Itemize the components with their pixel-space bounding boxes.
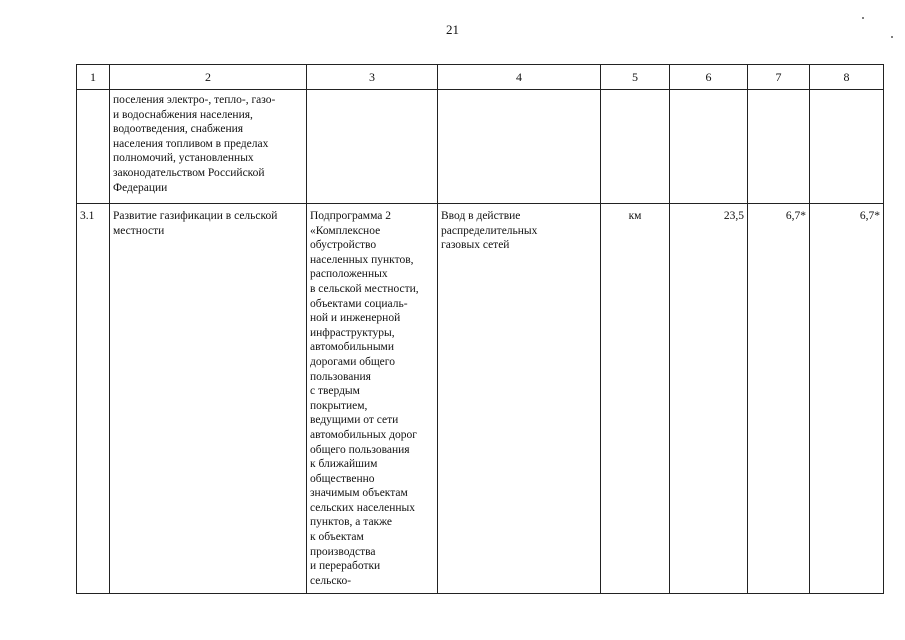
header-cell-3: 3	[307, 65, 438, 90]
header-cell-4: 4	[438, 65, 601, 90]
table-row-3-1	[77, 204, 884, 594]
row-program-line: пунктов, а также	[310, 516, 393, 529]
continuation-cell-7	[748, 90, 810, 204]
row-program-line: общественно	[310, 472, 375, 485]
continuation-goal-line: населения топливом в пределах	[113, 137, 269, 150]
continuation-cell-8	[810, 90, 884, 204]
continuation-cell-4	[438, 90, 601, 204]
row-program-line: в сельской местности,	[310, 282, 419, 295]
row-program-line: ной и инженерной	[310, 312, 401, 325]
header-cell-1: 1	[77, 65, 110, 90]
row-indicator-line: газовых сетей	[441, 239, 510, 252]
row-program-line: пользования	[310, 370, 371, 383]
table-row-continuation	[77, 90, 884, 204]
continuation-goal-line: полномочий, установленных	[113, 152, 254, 165]
row-program-line: к объектам	[310, 531, 364, 544]
continuation-goal-line: Федерации	[113, 181, 168, 194]
row-program-cell	[307, 204, 438, 594]
continuation-goal-cell	[110, 90, 307, 204]
row-col8-value: 6,7*	[810, 204, 884, 594]
continuation-cell-6	[670, 90, 748, 204]
continuation-goal-line: законодательством Российской	[113, 166, 265, 179]
scan-speck	[862, 17, 864, 19]
row-program-line: «Комплексное	[310, 224, 381, 237]
row-indicator-cell	[438, 204, 601, 594]
scan-speck	[891, 36, 893, 38]
row-indicator-line: Ввод в действие	[441, 210, 521, 222]
row-program-line: расположенных	[310, 268, 388, 281]
continuation-goal-line: поселения электро-, тепло-, газо-	[113, 94, 276, 106]
header-cell-8: 8	[810, 65, 884, 90]
header-cell-6: 6	[670, 65, 748, 90]
header-cell-5: 5	[601, 65, 670, 90]
header-cell-7: 7	[748, 65, 810, 90]
table-header-row	[77, 65, 884, 90]
row-program-line: населенных пунктов,	[310, 253, 414, 266]
row-program-line: и переработки	[310, 560, 381, 573]
continuation-goal-line: и водоснабжения населения,	[113, 108, 253, 121]
row-program-line: обустройство	[310, 239, 377, 252]
header-cell-2: 2	[110, 65, 307, 90]
row-program-line: значимым объектам	[310, 487, 408, 500]
row-program-line: ведущими от сети	[310, 414, 399, 427]
row-program-line: покрытием,	[310, 399, 368, 412]
row-indicator-line: распределительных	[441, 224, 538, 237]
row-program-line: инфраструктуры,	[310, 326, 395, 339]
row-number-cell: 3.1	[77, 204, 110, 594]
row-program-line: сельских населенных	[310, 501, 416, 514]
row-program-line: общего пользования	[310, 443, 410, 456]
row-program-line: с твердым	[310, 385, 360, 398]
row-program-line: объектами социаль-	[310, 297, 408, 310]
row-program-line: производства	[310, 545, 376, 558]
row-program-line: автомобильными	[310, 341, 394, 354]
page-number: 21	[446, 22, 459, 37]
continuation-num-cell	[77, 90, 110, 204]
row-name-cell	[110, 204, 307, 594]
row-name-line: местности	[113, 224, 165, 237]
row-col7-value: 6,7*	[748, 204, 810, 594]
row-program-line: Подпрограмма 2	[310, 210, 392, 222]
row-program-line: автомобильных дорог	[310, 428, 417, 441]
continuation-goal-line: водоотведения, снабжения	[113, 123, 244, 136]
continuation-cell-3	[307, 90, 438, 204]
row-col6-value: 23,5	[670, 204, 748, 594]
continuation-cell-5	[601, 90, 670, 204]
row-program-line: дорогами общего	[310, 355, 395, 368]
document-table	[76, 64, 884, 594]
row-unit-cell: км	[601, 204, 670, 594]
row-name-line: Развитие газификации в сельской	[113, 210, 278, 222]
row-program-line: сельско-	[310, 574, 352, 587]
row-program-line: к ближайшим	[310, 458, 378, 471]
